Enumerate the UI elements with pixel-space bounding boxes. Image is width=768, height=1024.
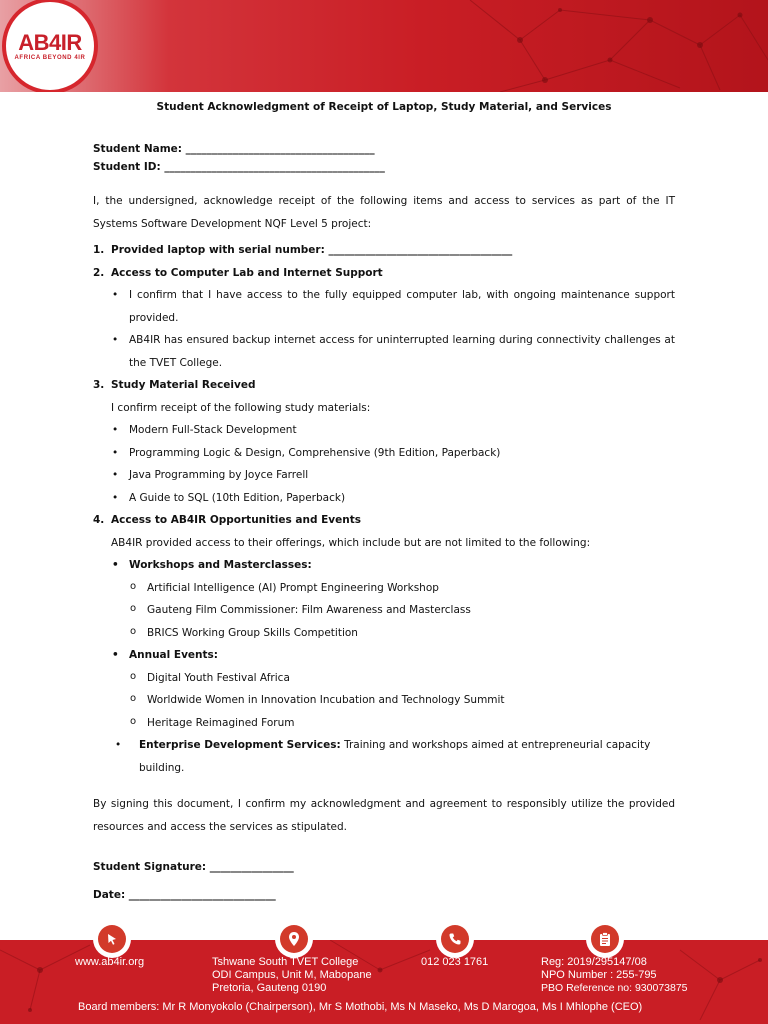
board-members: Board members: Mr R Monyokolo (Chairperson), Mr S Mothobi, Ms N Maseko, Ms D Marogoa, Ms I Mhlophe (CEO) <box>78 1001 643 1013</box>
location-pin-icon <box>275 920 313 958</box>
enterprise-text: Training and workshops aimed at entrepreneurial capacity building. <box>139 739 651 774</box>
annual-events-heading: • Annual Events: <box>93 644 675 667</box>
section-2 <box>93 262 675 285</box>
section-2-number: 2. <box>93 266 105 279</box>
section-2-title: Access to Computer Lab and Internet Support <box>111 266 383 279</box>
list-item: o Digital Youth Festival Africa <box>93 667 675 690</box>
enterprise-heading: Enterprise Development Services: <box>139 739 341 751</box>
logo-wordmark: AB4IR <box>18 29 82 55</box>
list-item: • A Guide to SQL (10th Edition, Paperback) <box>93 487 675 510</box>
section-3-number: 3. <box>93 379 105 391</box>
website-link[interactable]: www.ab4ir.org <box>75 956 145 968</box>
list-item: o Worldwide Women in Innovation Incubation and Technology Summit <box>93 689 675 712</box>
signature-field: Student Signature: ________________ <box>93 861 294 873</box>
enterprise-services-item <box>93 734 675 779</box>
section-3 <box>93 374 675 397</box>
network-pattern-decoration <box>0 0 768 92</box>
logo-tagline: AFRICA BEYOND 4IR <box>14 54 86 61</box>
letterhead-banner <box>0 0 768 92</box>
address-line: Tshwane South TVET College <box>212 956 359 968</box>
address-line: Pretoria, Gauteng 0190 <box>212 982 327 994</box>
list-item: • I confirm that I have access to the fully equipped computer lab, with ongoing maintenance support provided. <box>93 284 675 329</box>
address-block <box>212 956 372 995</box>
ab4ir-logo <box>2 0 98 92</box>
closing-paragraph: By signing this document, I confirm my acknowledgment and agreement to responsibly utilize the provided resources and access the services as stipulated. <box>93 798 675 833</box>
list-item: o Artificial Intelligence (AI) Prompt Engineering Workshop <box>93 577 675 600</box>
letterhead-footer <box>0 940 768 1024</box>
section-4-lead: AB4IR provided access to their offerings, which include but are not limited to the following: <box>111 536 591 549</box>
laptop-serial-field: Provided laptop with serial number: ___________________________________ <box>111 244 513 256</box>
workshops-heading: • Workshops and Masterclasses: <box>93 554 675 577</box>
phone-number: 012 023 1761 <box>421 956 489 968</box>
section-1-number: 1. <box>93 244 105 256</box>
document-body <box>93 96 675 901</box>
student-name-field: Student Name: ____________________________________ <box>93 143 375 155</box>
section-4-number: 4. <box>93 514 105 526</box>
date-field: Date: ____________________________ <box>93 889 276 901</box>
section-3-title: Study Material Received <box>111 379 256 391</box>
list-item: • AB4IR has ensured backup internet access for uninterrupted learning during connectivity challenges at the TVET College. <box>93 329 675 374</box>
list-item: o BRICS Working Group Skills Competition <box>93 622 675 645</box>
document-title: Student Acknowledgment of Receipt of Laptop, Study Material, and Services <box>156 101 612 113</box>
address-line: ODI Campus, Unit M, Mabopane <box>212 969 372 981</box>
pbo-reference: PBO Reference no: 930073875 <box>541 982 688 994</box>
reg-number: Reg: 2019/295147/08 <box>541 956 647 968</box>
clipboard-icon <box>586 920 624 958</box>
section-3-lead: I confirm receipt of the following study materials: <box>111 401 371 414</box>
cursor-icon <box>93 920 131 958</box>
section-4 <box>93 509 675 532</box>
list-item: • Programming Logic & Design, Comprehensive (9th Edition, Paperback) <box>93 442 675 465</box>
list-item: o Gauteng Film Commissioner: Film Awareness and Masterclass <box>93 599 675 622</box>
list-item: • Modern Full-Stack Development <box>93 419 675 442</box>
registration-block <box>541 956 688 995</box>
list-item: • Java Programming by Joyce Farrell <box>93 464 675 487</box>
phone-icon <box>436 920 474 958</box>
intro-paragraph: I, the undersigned, acknowledge receipt of the following items and access to services as part of the IT Systems Software Development NQF Level 5 project: <box>93 195 675 230</box>
student-id-field: Student ID: __________________________________________ <box>93 161 385 173</box>
section-1 <box>93 239 675 262</box>
list-item: o Heritage Reimagined Forum <box>93 712 675 735</box>
section-4-title: Access to AB4IR Opportunities and Events <box>111 514 362 526</box>
npo-number: NPO Number : 255-795 <box>541 969 657 981</box>
